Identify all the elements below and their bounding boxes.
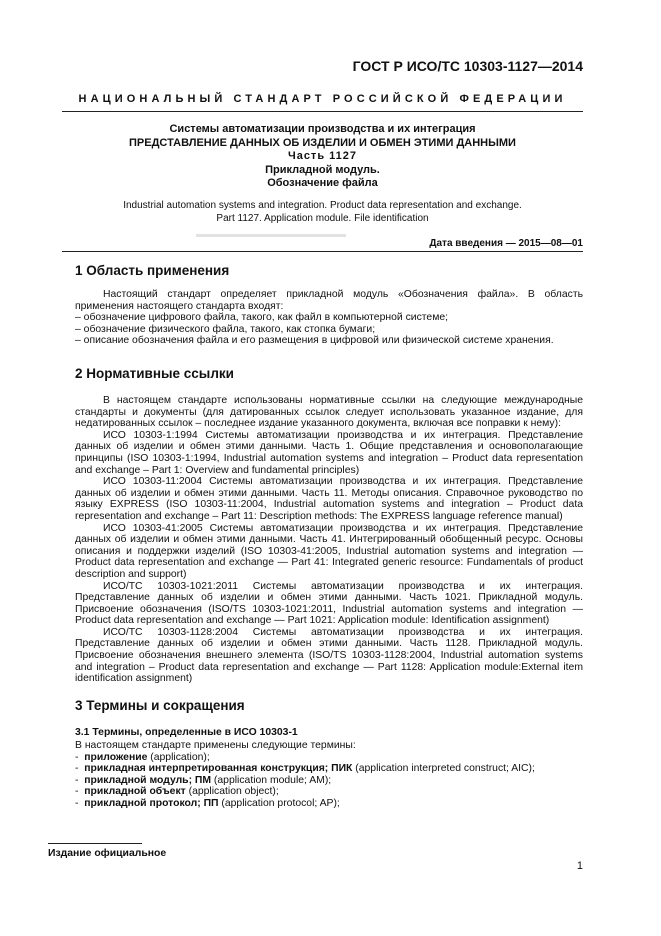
reference-line: identification assignment) xyxy=(75,673,193,685)
document-code: ГОСТ Р ИСО/ТС 10303-1127—2014 xyxy=(352,58,583,74)
reference-line: ИСО 10303-1:1994 Системы автоматизации производства и их интеграция. Представление xyxy=(103,429,583,441)
bullet-item: – обозначение физического файла, такого, как стопка бумаги; xyxy=(75,323,376,335)
title-line-5: Обозначение файла xyxy=(267,177,378,190)
section-2-body xyxy=(75,395,583,685)
text-line: применения настоящего стандарта входят: xyxy=(75,300,284,312)
reference-line: данных об изделии и обмен этими данными. Часть 11. Методы описания. Справочное руководство по xyxy=(75,487,583,499)
english-title-line-1: Industrial automation systems and integration. Product data representation and exchange. xyxy=(123,200,522,211)
reference-line: ИСО/ТС 10303-1128:2004 Системы автоматизации производства и их интеграция. xyxy=(103,626,583,638)
reference-line: representation and exchange – Part 11: Description methods: The EXPRESS language reference manual) xyxy=(75,510,563,522)
reference-line: ИСО 10303-11:2004 Системы автоматизации производства и их интеграция. Представление xyxy=(103,476,583,488)
term-item: - прикладной модуль; ПМ (application module; AM); xyxy=(75,774,332,786)
section-1-paragraph xyxy=(75,289,583,347)
reference-line: Product data representation and exchange — Part 41: Integrated generic resource: Fundamentals of product xyxy=(75,557,583,569)
title-part: Часть 1127 xyxy=(287,150,358,163)
bullet-item: – описание обозначения файла и его размещения в цифровой или физической системе хранения. xyxy=(75,335,554,347)
reference-line: описания и поддержки изделий (ISO 10303-41:2005, Industrial automation systems and integration — xyxy=(75,545,583,557)
reference-line: ИСО 10303-41:2005 Системы автоматизации производства и их интеграция. Представление xyxy=(103,522,583,534)
introduction-date: Дата введения — 2015—08—01 xyxy=(429,238,583,249)
reference-line: Присвоение обозначения (ISO/TS 10303-1021:2011, Industrial automation systems and integration — xyxy=(75,603,583,615)
section-1-heading: 1 Область применения xyxy=(75,263,230,278)
text-line: Настоящий стандарт определяет прикладной модуль «Обозначения файла». В область xyxy=(103,289,583,300)
edition-label: Издание официальное xyxy=(48,848,167,859)
term-item: - прикладной объект (application object); xyxy=(75,786,279,798)
title-block xyxy=(62,123,583,191)
footer-rule xyxy=(48,843,142,844)
title-line-1: Системы автоматизации производства и их интеграция xyxy=(169,123,476,135)
subsection-3-1-heading: 3.1 Термины, определенные в ИСО 10303-1 xyxy=(75,727,298,738)
text-line: недатированных ссылок – последнее издание указанного документа, включая все поправки к нему): xyxy=(75,418,561,430)
text-line: В настоящем стандарте использованы нормативные ссылки на следующие международные xyxy=(103,395,583,406)
bullet-item: – обозначение цифрового файла, такого, как файл в компьютерной системе; xyxy=(75,312,449,324)
reference-line: ИСО/ТС 10303-1021:2011 Системы автоматизации производства и их интеграция. xyxy=(103,580,583,592)
title-line-4: Прикладной модуль. xyxy=(265,163,380,176)
english-title-line-2: Part 1127. Application module. File identification xyxy=(216,213,429,224)
text-line: стандарты и документы (для датированных ссылок следует использовать указанное издание, для xyxy=(75,406,583,418)
title-line-2: ПРЕДСТАВЛЕНИЕ ДАННЫХ ОБ ИЗДЕЛИИ И ОБМЕН ЭТИМИ ДАННЫМИ xyxy=(129,136,516,149)
reference-line: Присвоение обозначения внешнего элемента (ISO/TS 10303-1128:2004, Industrial automation systems xyxy=(75,650,583,662)
date-rule xyxy=(62,251,583,252)
section-3-heading: 3 Термины и сокращения xyxy=(75,698,245,713)
scan-smudge xyxy=(196,234,346,237)
english-title xyxy=(62,199,583,225)
reference-line: and integration – Product data representation and exchange — Part 1128: Application module:External item xyxy=(75,661,583,673)
reference-line: Представление данных об изделии и обмен этими данными. Часть 1128. Прикладной модуль. xyxy=(75,638,583,650)
term-item: - прикладная интерпретированная конструкция; ПИК (application interpreted construct; AIC); xyxy=(75,763,535,775)
reference-line: языку EXPRESS (ISO 10303-11:2004, Industrial automation systems and integration – Product data xyxy=(75,499,583,511)
section-3-terms xyxy=(75,740,583,810)
reference-line: данных об изделии и обмен этими данными. Часть 1. Общие представления и основополагающие xyxy=(75,441,583,453)
header-rule xyxy=(62,111,583,112)
section-2-heading: 2 Нормативные ссылки xyxy=(75,366,234,381)
national-standard-banner: НАЦИОНАЛЬНЫЙ СТАНДАРТ РОССИЙСКОЙ ФЕДЕРАЦИИ xyxy=(78,93,567,105)
reference-line: принципы (ISO 10303-1:1994, Industrial automation systems and integration – Product data representation xyxy=(75,452,583,464)
reference-line: description and support) xyxy=(75,568,187,580)
text-line: В настоящем стандарте применены следующие термины: xyxy=(75,740,356,751)
term-item: - прикладной протокол; ПП (application protocol; AP); xyxy=(75,797,340,809)
term-item: - приложение (application); xyxy=(75,751,210,763)
page-number: 1 xyxy=(576,860,583,872)
reference-line: Представление данных об изделии и обмен этими данными. Часть 1021. Прикладной модуль. xyxy=(75,592,583,604)
reference-line: and exchange – Part 1: Overview and fundamental principles) xyxy=(75,464,360,476)
reference-line: Product data representation and exchange — Part 1021: Application module: Identification assignment) xyxy=(75,615,550,627)
reference-line: данных об изделии и обмен этими данными. Часть 41. Интегрированный обобщенный ресурс. Основы xyxy=(75,534,583,546)
